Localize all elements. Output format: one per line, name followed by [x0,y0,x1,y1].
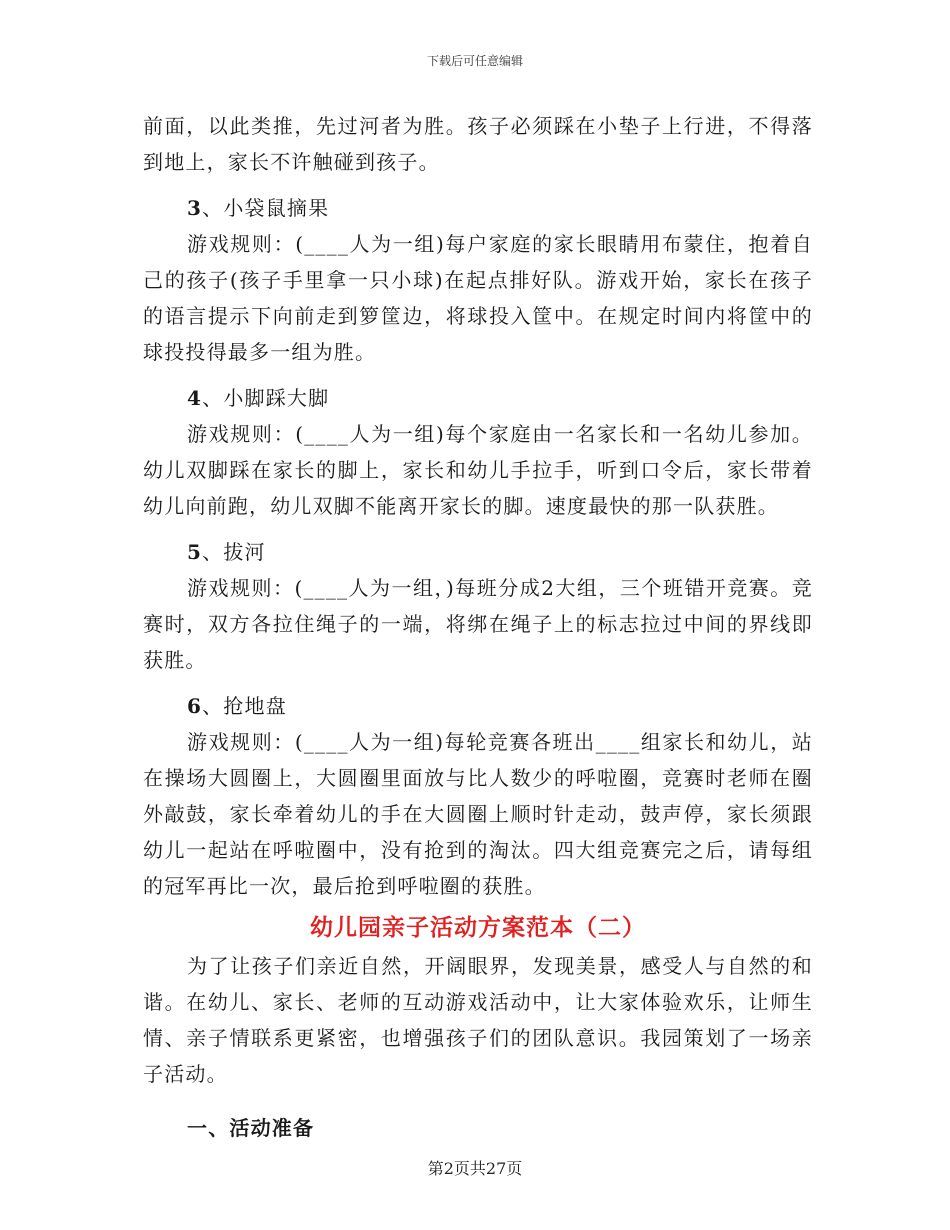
item-number: 3 [187,196,203,220]
item-heading-6 [143,688,813,724]
item-number: 4 [187,386,203,410]
document-body [143,108,813,1146]
section-heading-preparation: 一、活动准备 [187,1116,315,1140]
item-heading-4 [143,380,813,416]
paragraph-continued: 前面，以此类推，先过河者为胜。孩子必须踩在小垫子上行进，不得落到地上，家长不许触碰到孩子。 [143,114,813,174]
section-title: 幼儿园亲子活动方案范本（二） [310,914,646,941]
item-heading-3 [143,190,813,226]
item-heading-5 [143,534,813,570]
item-title: 、小脚踩大脚 [202,386,330,410]
item-number: 6 [187,694,203,718]
rule-paragraph-6: 游戏规则：(____人为一组)每轮竞赛各班出____组家长和幼儿，站在操场大圆圈上，大圆圈里面放与比人数少的呼啦圈，竞赛时老师在圈外敲鼓，家长牵着幼儿的手在大圆圈上顺时针走动，鼓声停，家长须跟幼儿一起站在呼啦圈中，没有抢到的淘汰。四大组竞赛完之后，请每组的冠军再比一次，最后抢到呼啦圈的获胜。 [143,730,813,898]
rule-paragraph-5: 游戏规则：(____人为一组，)每班分成2大组，三个班错开竞赛。竞赛时，双方各拉住绳子的一端，将绑在绳子上的标志拉过中间的界线即获胜。 [143,576,813,672]
page-header: 下载后可任意编辑 [426,54,523,68]
page-footer: 第2页共27页 [427,1159,523,1178]
item-title: 、小袋鼠摘果 [202,196,330,220]
item-number: 5 [187,540,203,564]
item-title: 、抢地盘 [202,694,287,718]
rule-paragraph-4: 游戏规则：(____人为一组)每个家庭由一名家长和一名幼儿参加。幼儿双脚踩在家长的脚上，家长和幼儿手拉手，听到口令后，家长带着幼儿向前跑，幼儿双脚不能离开家长的脚。速度最快的那一队获胜。 [143,422,813,518]
item-title: 、拔河 [202,540,266,564]
intro-paragraph: 为了让孩子们亲近自然，开阔眼界，发现美景，感受人与自然的和谐。在幼儿、家长、老师的互动游戏活动中，让大家体验欢乐，让师生情、亲子情联系更紧密，也增强孩子们的团队意识。我园策划了一场亲子活动。 [143,954,813,1086]
rule-paragraph-3: 游戏规则：(____人为一组)每户家庭的家长眼睛用布蒙住，抱着自己的孩子(孩子手里拿一只小球)在起点排好队。游戏开始，家长在孩子的语言提示下向前走到箩筐边，将球投入筐中。在规定时间内将筐中的球投投得最多一组为胜。 [143,232,813,364]
